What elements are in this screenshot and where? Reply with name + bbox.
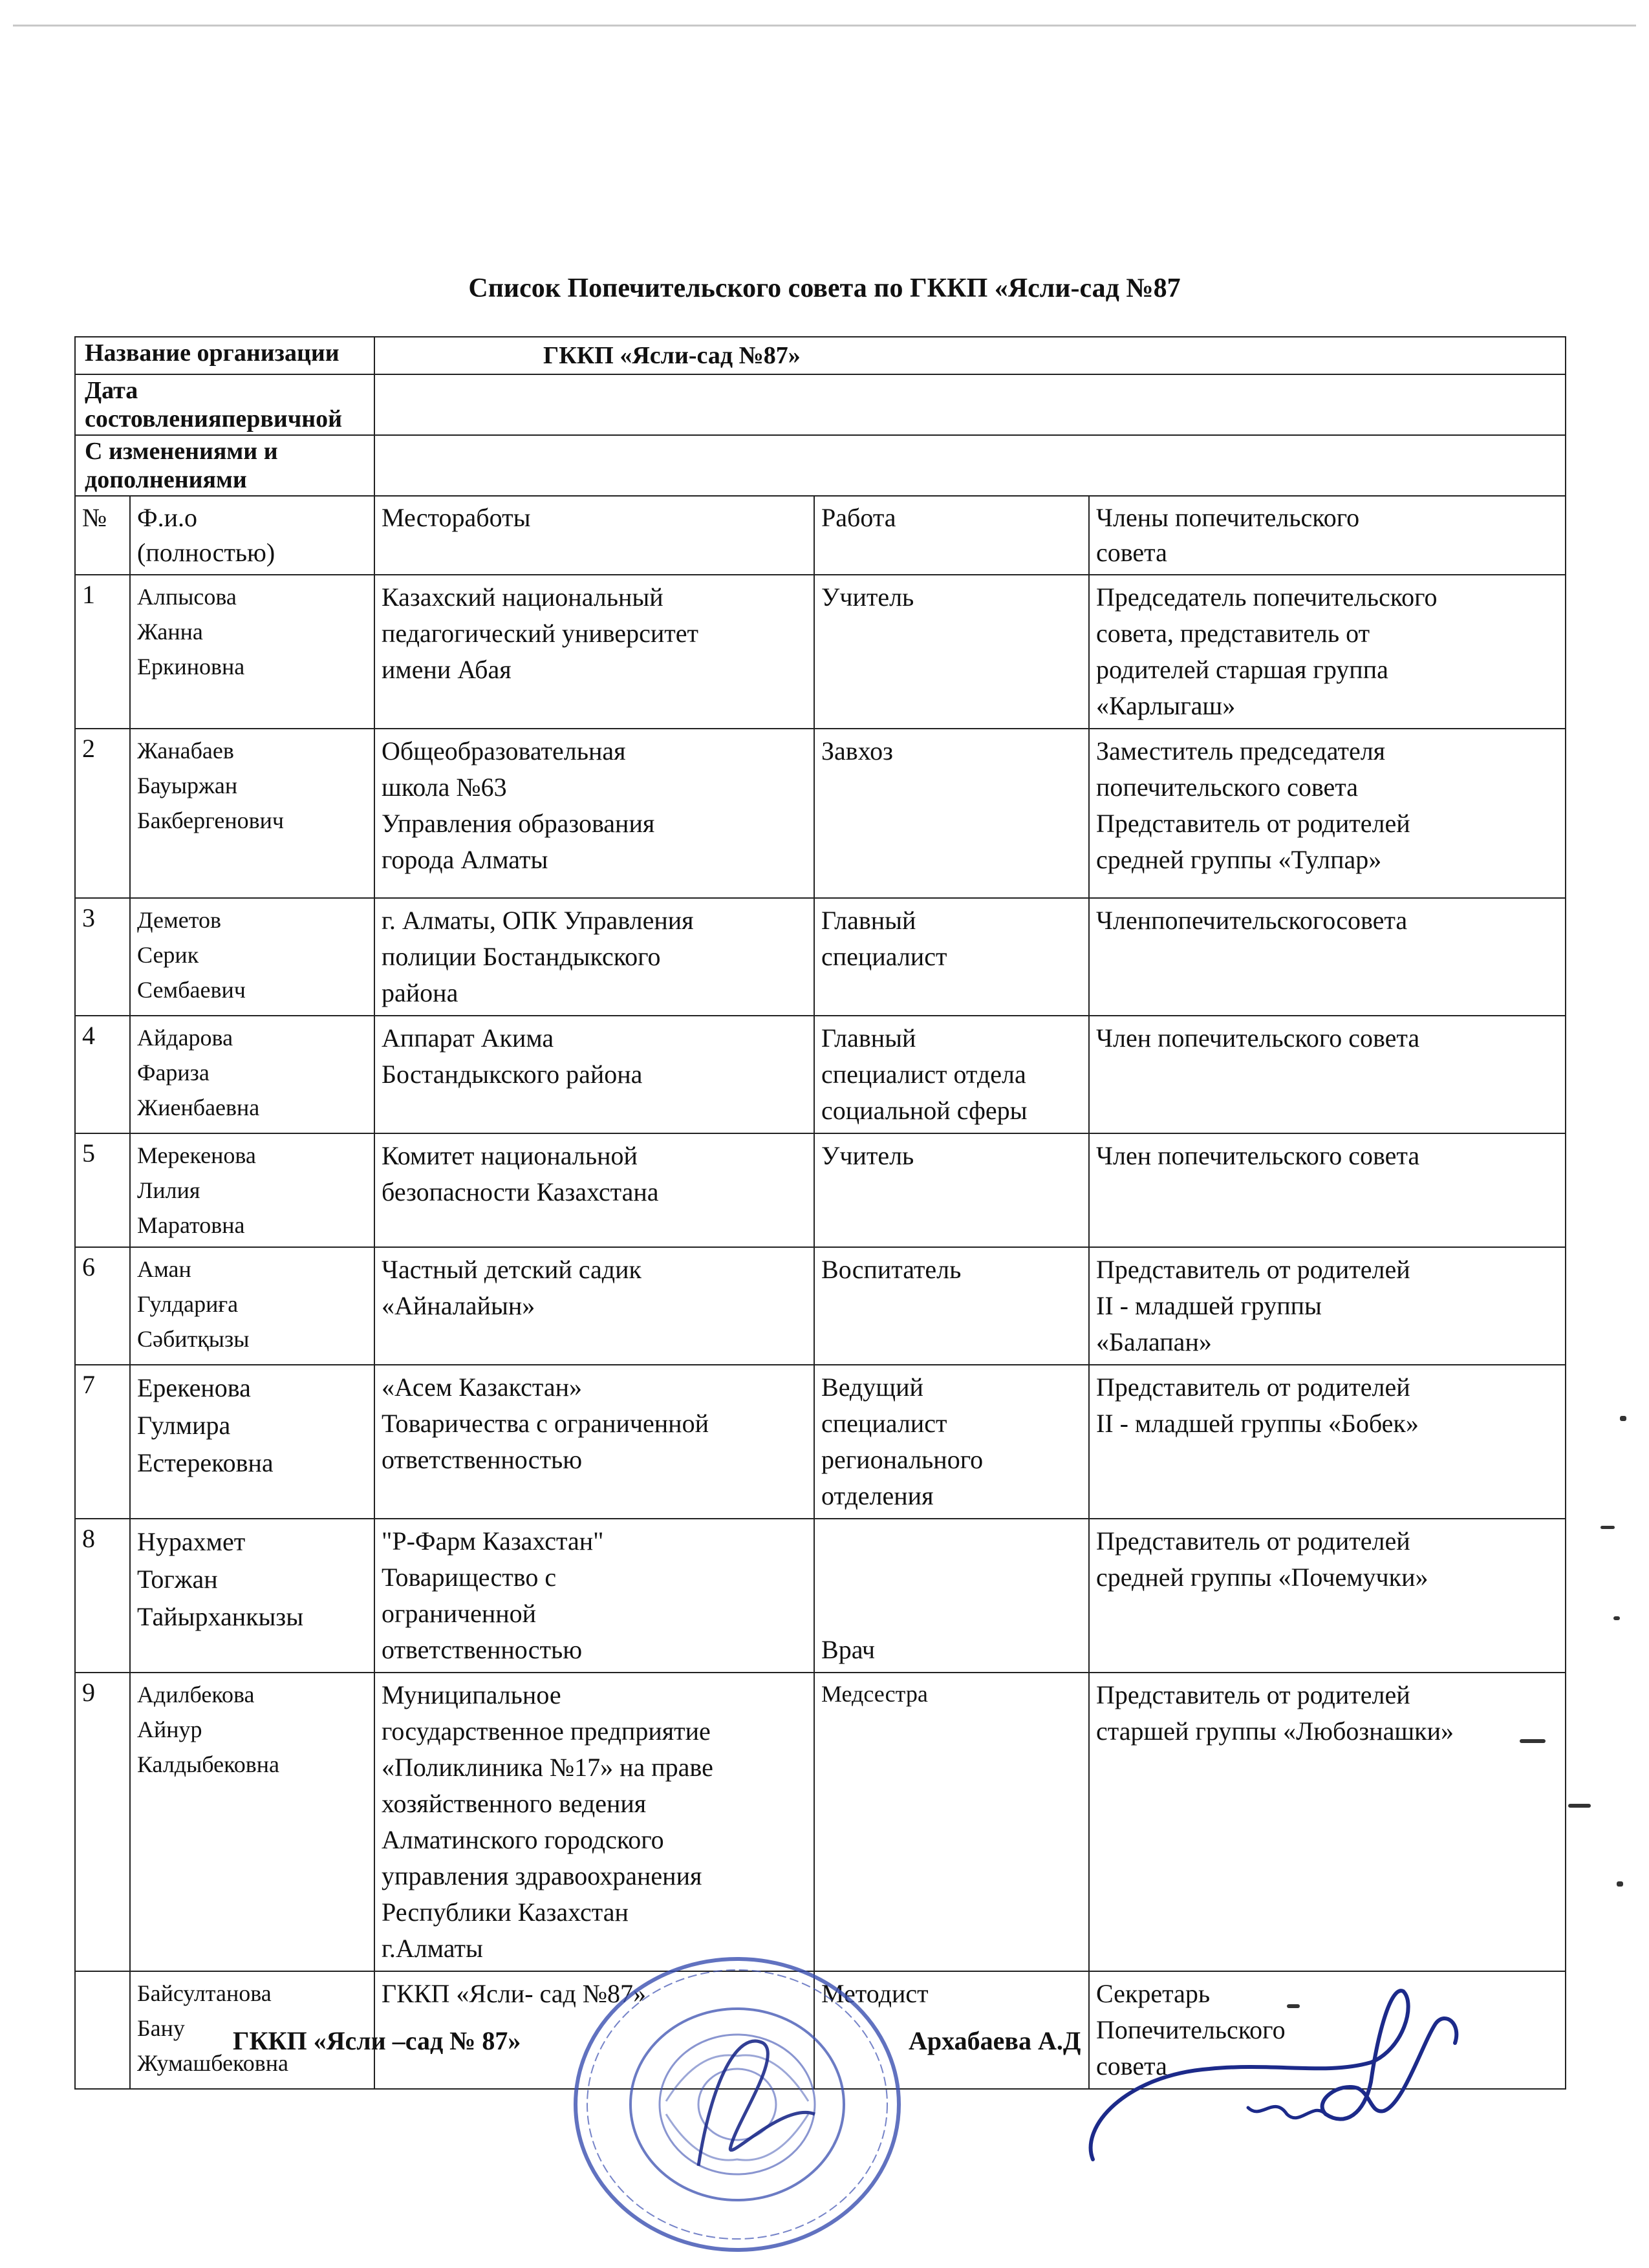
table-row	[75, 1016, 1566, 1133]
member-workplace: ГККП «Ясли- сад №87»	[374, 1971, 814, 2089]
date-label: Дата состовленияпервичной	[75, 374, 374, 435]
member-name: Байсултанова Бану Жумашбековна	[130, 1971, 374, 2089]
member-workplace: "Р-Фарм Казахстан" Товарищество с ограниченной ответственностью	[374, 1519, 814, 1673]
scan-speck	[1287, 2004, 1300, 2008]
table-row	[75, 729, 1566, 898]
member-job: Главный специалист	[814, 898, 1089, 1016]
table-row	[75, 1673, 1566, 1971]
table-row	[75, 575, 1566, 729]
header-job: Работа	[814, 496, 1089, 575]
member-role: Заместитель председателя попечительского совета Представитель от родителей средней группы «Тулпар»	[1089, 729, 1566, 898]
org-label: Название организации	[75, 337, 374, 374]
org-value: ГККП «Ясли-сад №87»	[374, 337, 1566, 374]
row-number: 1	[75, 575, 130, 729]
member-role: Членпопечительскогосовета	[1089, 898, 1566, 1016]
member-job: Медсестра	[814, 1673, 1089, 1971]
member-name: Айдарова Фариза Жиенбаевна	[130, 1016, 374, 1133]
member-role: Председатель попечительского совета, представитель от родителей старшая группа «Карлыгаш»	[1089, 575, 1566, 729]
table-header-row	[75, 496, 1566, 575]
row-number: 2	[75, 729, 130, 898]
header-workplace: Месторaботы	[374, 496, 814, 575]
table-row	[75, 1365, 1566, 1519]
document-title: Список Попечительского совета по ГККП «Ясли-сад №87	[468, 273, 1181, 303]
director-signature	[1067, 1965, 1533, 2179]
member-name: Нурахмет Тогжан Тайырханкызы	[130, 1519, 374, 1673]
row-number: 8	[75, 1519, 130, 1673]
member-job: Ведущий специалист регионального отделения	[814, 1365, 1089, 1519]
table-row	[75, 898, 1566, 1016]
header-num: №	[75, 496, 130, 575]
header-fio: Ф.и.о (полностью)	[130, 496, 374, 575]
member-role: Представитель от родителей старшей группы «Любознашки»	[1089, 1673, 1566, 1971]
table-row	[75, 1247, 1566, 1365]
scan-edge-line	[13, 25, 1636, 27]
member-name: Мерекенова Лилия Маратовна	[130, 1133, 374, 1247]
member-workplace: Общеобразовательная школа №63 Управления образования города Алматы	[374, 729, 814, 898]
member-role: Представитель от родителей II - младшей группы «Бобек»	[1089, 1365, 1566, 1519]
scan-speck	[1600, 1526, 1615, 1529]
member-job: Воспитатель	[814, 1247, 1089, 1365]
member-job: Врач	[814, 1519, 1089, 1673]
meta-row-organization	[75, 337, 1566, 374]
table-row	[75, 1519, 1566, 1673]
row-number: 4	[75, 1016, 130, 1133]
meta-row-changes	[75, 435, 1566, 496]
member-name: Алпысова Жанна Еркиновна	[130, 575, 374, 729]
header-role: Члены попечительского совета	[1089, 496, 1566, 575]
member-name: Аман Гулдариға Сәбитқызы	[130, 1247, 374, 1365]
member-name: Жанабаев Бауыржан Бакбергенович	[130, 729, 374, 898]
member-role: Член попечительского совета	[1089, 1016, 1566, 1133]
official-stamp-seal	[569, 1952, 905, 2256]
footer-organization: ГККП «Ясли –сад № 87»	[233, 2026, 521, 2055]
meta-row-date	[75, 374, 1566, 435]
member-role: Член попечительского совета	[1089, 1133, 1566, 1247]
row-number	[75, 1971, 130, 2089]
member-name: Адилбекова Айнур Калдыбековна	[130, 1673, 374, 1971]
row-number: 5	[75, 1133, 130, 1247]
row-number: 9	[75, 1673, 130, 1971]
footer-director-name: Архабаева А.Д	[909, 2026, 1081, 2055]
member-role: Представитель от родителей II - младшей группы «Балапан»	[1089, 1247, 1566, 1365]
member-workplace: г. Алматы, ОПК Управления полиции Бостандыкского района	[374, 898, 814, 1016]
member-job: Учитель	[814, 575, 1089, 729]
member-workplace: «Асем Казакстан» Товаричества с ограниченной ответственностью	[374, 1365, 814, 1519]
board-members-table	[74, 336, 1566, 2090]
member-workplace: Казахский национальный педагогический университет имени Абая	[374, 575, 814, 729]
member-workplace: Частный детский садик «Айналайын»	[374, 1247, 814, 1365]
member-workplace: Муниципальное государственное предприятие «Поликлиника №17» на праве хозяйственного ведения Алматинского городского управления здравоохранения Республики Казахстан г.Алматы	[374, 1673, 814, 1971]
scan-speck	[1568, 1804, 1591, 1808]
member-job: Главный специалист отдела социальной сферы	[814, 1016, 1089, 1133]
date-value	[374, 374, 1566, 435]
scan-speck	[1617, 1881, 1623, 1887]
member-workplace: Аппарат Акима Бостандыкского района	[374, 1016, 814, 1133]
member-job: Завхоз	[814, 729, 1089, 898]
member-job: Учитель	[814, 1133, 1089, 1247]
row-number: 7	[75, 1365, 130, 1519]
member-job: Методист	[814, 1971, 1089, 2089]
scan-speck	[1520, 1739, 1546, 1743]
member-name: Ерекенова Гулмира Естерековна	[130, 1365, 374, 1519]
row-number: 3	[75, 898, 130, 1016]
scan-speck	[1613, 1616, 1620, 1620]
member-role: Представитель от родителей средней группы «Почемучки»	[1089, 1519, 1566, 1673]
member-name: Деметов Серик Сембаевич	[130, 898, 374, 1016]
scan-speck	[1620, 1416, 1626, 1421]
member-workplace: Комитет национальной безопасности Казахстана	[374, 1133, 814, 1247]
changes-value	[374, 435, 1566, 496]
changes-label: С изменениями и дополнениями	[75, 435, 374, 496]
table-row	[75, 1133, 1566, 1247]
row-number: 6	[75, 1247, 130, 1365]
member-role: Секретарь Попечительского совета	[1089, 1971, 1566, 2089]
